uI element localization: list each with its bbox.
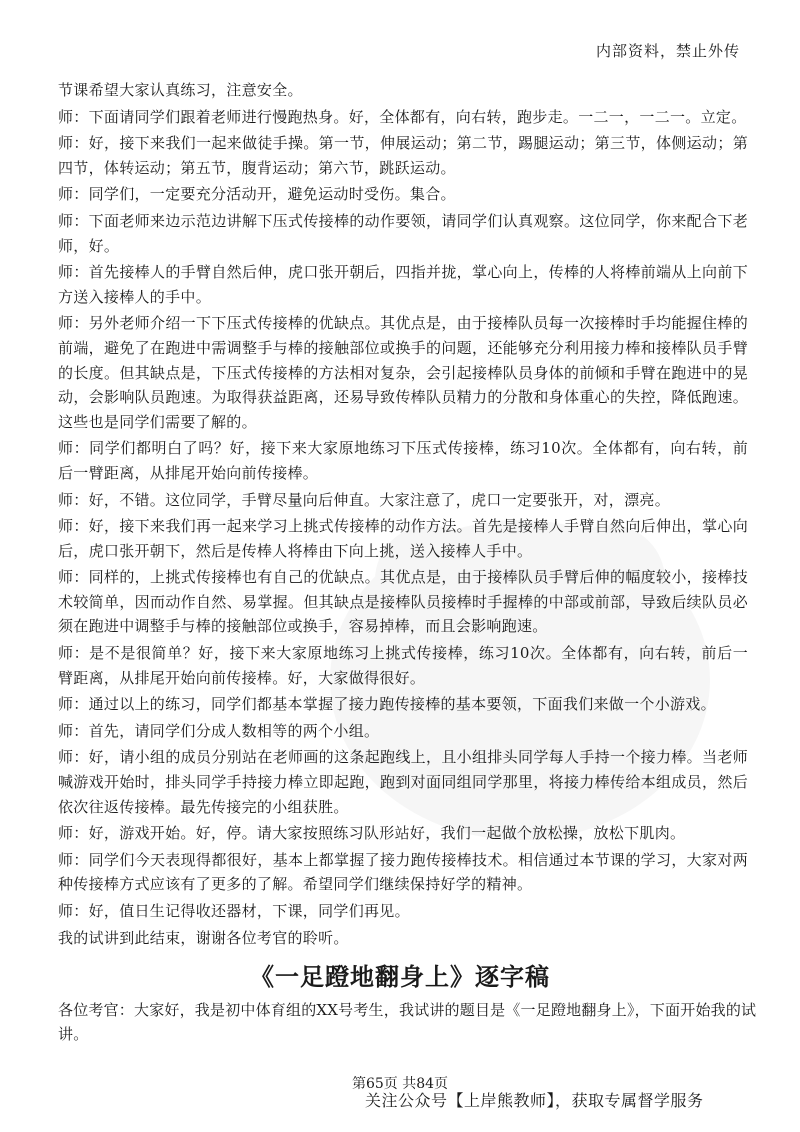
paragraph: 师：同学们，一定要充分活动开，避免运动时受伤。集合。 xyxy=(58,185,456,204)
paragraph: 我的试讲到此结束，谢谢各位考官的聆听。 xyxy=(58,928,349,947)
paragraph: 师：同学们今天表现得都很好，基本上都掌握了接力跑传接棒技术。相信通过本节课的学习，大家对两种传接棒方式应该有了更多的了解。希望同学们继续保持好学的精神。 xyxy=(58,850,748,894)
body-text xyxy=(58,78,748,952)
section-intro: 各位考官：大家好，我是初中体育组的XX号考生，我试讲的题目是《一足蹬地翻身上》，下面开始我的试讲。 xyxy=(58,1001,757,1043)
paragraph: 师：是不是很简单？好，接下来大家原地练习上挑式传接棒，练习10次。全体都有，向右转，前后一臂距离，从排尾开始向前传接棒。好，大家做得很好。 xyxy=(58,644,748,687)
paragraph: 师：同学们都明白了吗？好，接下来大家原地练习下压式传接棒，练习10次。全体都有，向右转，前后一臂距离，从排尾开始向前传接棒。 xyxy=(58,439,748,482)
paragraph: 师：首先，请同学们分成人数相等的两个小组。 xyxy=(58,721,380,740)
paragraph: 师：下面老师来边示范边讲解下压式传接棒的动作要领，请同学们认真观察。这位同学，你来配合下老师，好。 xyxy=(58,211,748,255)
paragraph: 师：下面请同学们跟着老师进行慢跑热身。好，全体都有，向右转，跑步走。一二一，一二一。立定。 xyxy=(58,107,747,126)
paragraph: 师：好，请小组的成员分别站在老师画的这条起跑线上，且小组排头同学每人手持一个接力棒。当老师喊游戏开始时，排头同学手持接力棒立即起跑，跑到对面同组同学那里，将接力棒传给本组成员，然后依次往返传接棒。最先传接完的小组获胜。 xyxy=(58,748,748,816)
paragraph: 师：通过以上的练习，同学们都基本掌握了接力跑传接棒的基本要领，下面我们来做一个小游戏。 xyxy=(58,695,716,714)
paragraph: 师：另外老师介绍一下下压式传接棒的优缺点。其优点是，由于接棒队员每一次接棒时手均能握住棒的前端，避免了在跑进中需调整手与棒的接触部位或换手的问题，还能够充分利用接力棒和接棒队员手臂的长度。但其缺点是，下压式传接棒的方法相对复杂，会引起接棒队员身体的前倾和手臂在跑进中的晃动，会影响队员跑速。为取得获益距离，还易导致传棒队员精力的分散和身体重心的失控，降低跑速。这些也是同学们需要了解的。 xyxy=(58,314,748,431)
header-note: 内部资料，禁止外传 xyxy=(595,42,740,60)
paragraph: 师：同样的，上挑式传接棒也有自己的优缺点。其优点是，由于接棒队员手臂后伸的幅度较小，接棒技术较简单，因而动作自然、易掌握。但其缺点是接棒队员接棒时手握棒的中部或前部，导致后续队员必须在跑进中调整手与棒的接触部位或换手，容易掉棒，而且会影响跑速。 xyxy=(58,568,748,636)
paragraph: 节课希望大家认真练习，注意安全。 xyxy=(58,81,303,99)
follow-note: 关注公众号【上岸熊教师】，获取专属督学服务 xyxy=(365,1091,704,1110)
page-number: 第65页 共84页 xyxy=(351,1076,449,1092)
paragraph: 师：首先接棒人的手臂自然后伸，虎口张开朝后，四指并拢，掌心向上，传棒的人将棒前端从上向前下方送入接棒人的手中。 xyxy=(58,263,748,306)
paragraph: 师：好，接下来我们再一起来学习上挑式传接棒的动作方法。首先是接棒人手臂自然向后伸出，掌心向后，虎口张开朝下，然后是传棒人将棒由下向上挑，送入接棒人手中。 xyxy=(58,517,748,560)
section-title: 《一足蹬地翻身上》逐字稿 xyxy=(250,962,550,991)
paragraph: 师：好，接下来我们一起来做徒手操。第一节，伸展运动；第二节，踢腿运动；第三节，体侧运动；第四节，体转运动；第五节，腹背运动；第六节，跳跃运动。 xyxy=(58,134,748,177)
paragraph: 师：好，值日生记得收还器材，下课，同学们再见。 xyxy=(58,902,410,920)
paragraph: 师：好，不错。这位同学，手臂尽量向后伸直。大家注意了，虎口一定要张开，对，漂亮。 xyxy=(58,490,671,509)
paragraph: 师：好，游戏开始。好，停。请大家按照练习队形站好，我们一起做个放松操，放松下肌肉。 xyxy=(58,824,686,843)
